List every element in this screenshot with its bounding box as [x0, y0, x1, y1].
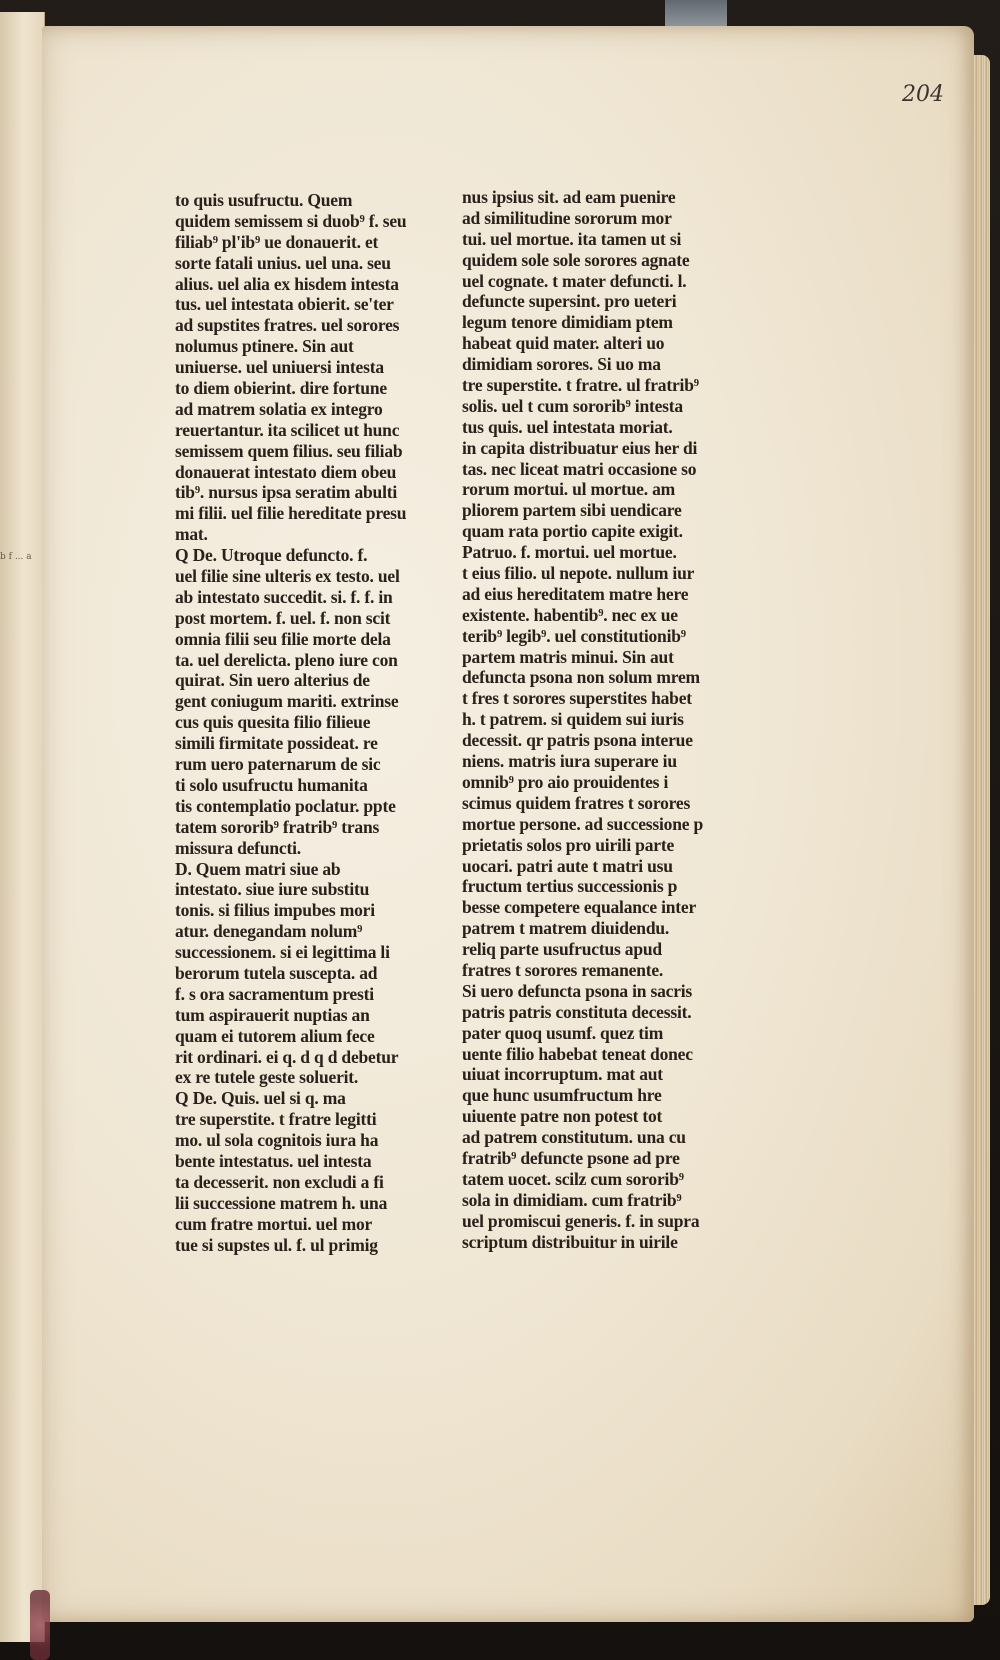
text-line: cus quis quesita filio filieue	[175, 712, 371, 733]
text-line: ad eius hereditatem matre here	[462, 583, 689, 604]
text-line: patrem t matrem diuidendu.	[462, 918, 670, 939]
text-line: missura defuncti.	[175, 837, 301, 858]
text-line: h. t patrem. si quidem sui iuris	[462, 709, 684, 730]
binding-tab	[30, 1590, 50, 1660]
text-line: mo. ul sola cognitois iura ha	[175, 1130, 379, 1151]
text-line: sola in dimidiam. cum fratrib⁹	[462, 1189, 682, 1210]
text-line: Q De. Utroque defuncto. f.	[175, 545, 368, 566]
text-line: post mortem. f. uel. f. non scit	[175, 607, 391, 628]
text-line: tue si supstes ul. f. ul primig	[175, 1234, 378, 1255]
text-line: scriptum distribuitur in uirile	[462, 1231, 678, 1252]
text-line: solis. uel t cum sororib⁹ intesta	[462, 395, 683, 416]
text-line: uiuat incorruptum. mat aut	[462, 1064, 663, 1085]
text-line: omnib⁹ pro aio prouidentes i	[462, 771, 669, 792]
text-line: uel filie sine ulteris ex testo. uel	[175, 566, 400, 587]
text-line: intestato. siue iure substitu	[175, 879, 370, 900]
text-line: fratres t sorores remanente.	[462, 959, 664, 980]
text-line: reuertantur. ita scilicet ut hunc	[175, 419, 400, 440]
text-line: ta. uel derelicta. pleno iure con	[175, 649, 398, 670]
text-line: tus quis. uel intestata moriat.	[462, 416, 673, 437]
text-line: uente filio habebat teneat donec	[462, 1043, 693, 1064]
text-line: ad patrem constitutum. una cu	[462, 1127, 686, 1148]
text-line: legum tenore dimidiam ptem	[462, 312, 673, 333]
text-line: quirat. Sin uero alterius de	[175, 670, 370, 691]
text-line: f. s ora sacramentum presti	[175, 983, 374, 1004]
text-line: Si uero defuncta psona in sacris	[462, 980, 693, 1001]
text-line: gent coniugum mariti. extrinse	[175, 691, 399, 712]
text-line: mi filii. uel filie hereditate presu	[175, 503, 407, 524]
text-line: prietatis solos pro uirili parte	[462, 834, 675, 855]
text-line: habeat quid mater. alteri uo	[462, 333, 665, 354]
text-line: uniuerse. uel uniuersi intesta	[175, 357, 384, 378]
text-line: D. Quem matri siue ab	[175, 858, 341, 879]
text-line: donauerat intestato diem obeu	[175, 461, 397, 482]
text-line: tum aspirauerit nuptias an	[175, 1004, 370, 1025]
text-line: tui. uel mortue. ita tamen ut si	[462, 228, 682, 249]
text-line: dimidiam sorores. Si uo ma	[462, 354, 661, 375]
facing-page-edge	[0, 12, 45, 1642]
text-line: pater quoq usumf. quez tim	[462, 1022, 664, 1043]
text-line: cum fratre mortui. uel mor	[175, 1213, 373, 1234]
text-line: alius. uel alia ex hisdem intesta	[175, 273, 399, 294]
text-line: niens. matris iura superare iu	[462, 751, 677, 772]
text-line: nus ipsius sit. ad eam puenire	[462, 187, 676, 207]
text-line: tas. nec liceat matri occasione so	[462, 458, 697, 479]
text-line: uel promiscui generis. f. in supra	[462, 1210, 700, 1231]
text-line: to quis usufructu. Quem	[175, 190, 353, 210]
text-line: quidem semissem si duob⁹ f. seu	[175, 210, 407, 231]
text-line: tus. uel intestata obierit. se'ter	[175, 294, 394, 315]
text-line: decessit. qr patris psona interue	[462, 730, 693, 751]
text-line: uel cognate. t mater defuncti. l.	[462, 270, 687, 291]
text-line: defuncte supersint. pro ueteri	[462, 291, 677, 312]
text-line: tatem sororib⁹ fratrib⁹ trans	[175, 816, 380, 837]
text-line: tatem uocet. scilz cum sororib⁹	[462, 1168, 684, 1189]
text-line: patris patris constituta decessit.	[462, 1001, 692, 1022]
text-line: t fres t sorores superstites habet	[462, 688, 692, 709]
text-line: simili firmitate possideat. re	[175, 733, 378, 754]
text-line: quam ei tutorem alium fece	[175, 1025, 375, 1046]
text-line: quidem sole sole sorores agnate	[462, 249, 690, 270]
text-line: partem matris minui. Sin aut	[462, 646, 674, 667]
margin-note: b f ... a	[0, 552, 32, 562]
text-line: ad matrem solatia ex integro	[175, 398, 383, 419]
text-line: fratrib⁹ defuncte psone ad pre	[462, 1147, 680, 1168]
text-line: que hunc usumfructum hre	[462, 1085, 662, 1106]
text-line: reliq parte usufructus apud	[462, 939, 662, 960]
text-line: ab intestato succedit. si. f. f. in	[175, 586, 393, 607]
text-line: nolumus ptinere. Sin aut	[175, 336, 354, 357]
text-line: fructum tertius successionis p	[462, 876, 678, 897]
text-column-right	[462, 187, 750, 1252]
text-line: mortue persone. ad successione p	[462, 813, 704, 834]
text-line: rorum mortui. ul mortue. am	[462, 479, 675, 500]
text-line: atur. denegandam nolum⁹	[175, 921, 363, 942]
text-line: scimus quidem fratres t sorores	[462, 792, 691, 813]
text-line: tre superstite. t fratre legitti	[175, 1109, 377, 1130]
text-line: rit ordinari. ei q. d q d debetur	[175, 1046, 399, 1067]
text-line: berorum tutela suscepta. ad	[175, 962, 378, 983]
folio-number: 204	[902, 82, 944, 107]
text-line: sorte fatali unius. uel una. seu	[175, 252, 391, 273]
text-column-left	[175, 190, 437, 1255]
text-line: semissem quem filius. seu filiab	[175, 440, 403, 461]
text-line: tib⁹. nursus ipsa seratim abulti	[175, 482, 398, 503]
text-line: ad similitudine sororum mor	[462, 207, 672, 228]
text-line: in capita distribuatur eius her di	[462, 437, 698, 458]
text-line: uocari. patri aute t matri usu	[462, 855, 673, 876]
text-line: existente. habentib⁹. nec ex ue	[462, 604, 678, 625]
text-line: filiab⁹ pl'ib⁹ ue donauerit. et	[175, 231, 379, 252]
text-line: quam rata portio capite exigit.	[462, 521, 683, 542]
text-line: successionem. si ei legittima li	[175, 942, 390, 963]
text-line: Q De. Quis. uel si q. ma	[175, 1088, 346, 1109]
text-line: tis contemplatio poclatur. ppte	[175, 795, 396, 816]
text-line: ta decesserit. non excludi a fi	[175, 1171, 384, 1192]
text-line: to diem obierint. dire fortune	[175, 378, 387, 399]
text-line: tre superstite. t fratre. ul fratrib⁹	[462, 375, 699, 396]
text-line: rum uero paternarum de sic	[175, 754, 381, 775]
text-line: t eius filio. ul nepote. nullum iur	[462, 563, 695, 584]
text-line: mat.	[175, 524, 208, 545]
text-line: pliorem partem sibi uendicare	[462, 500, 682, 521]
text-line: terib⁹ legib⁹. uel constitutionib⁹	[462, 625, 686, 646]
text-line: bente intestatus. uel intesta	[175, 1150, 372, 1171]
text-line: tonis. si filius impubes mori	[175, 900, 375, 921]
text-line: besse competere equalance inter	[462, 897, 697, 918]
text-line: Patruo. f. mortui. uel mortue.	[462, 542, 677, 563]
text-line: uiuente patre non potest tot	[462, 1106, 663, 1127]
text-line: ad supstites fratres. uel sorores	[175, 315, 400, 336]
text-line: omnia filii seu filie morte dela	[175, 628, 391, 649]
text-line: ti solo usufructu humanita	[175, 774, 368, 795]
text-line: lii successione matrem h. una	[175, 1192, 388, 1213]
text-line: defuncta psona non solum mrem	[462, 667, 700, 688]
text-line: ex re tutele geste soluerit.	[175, 1067, 359, 1088]
